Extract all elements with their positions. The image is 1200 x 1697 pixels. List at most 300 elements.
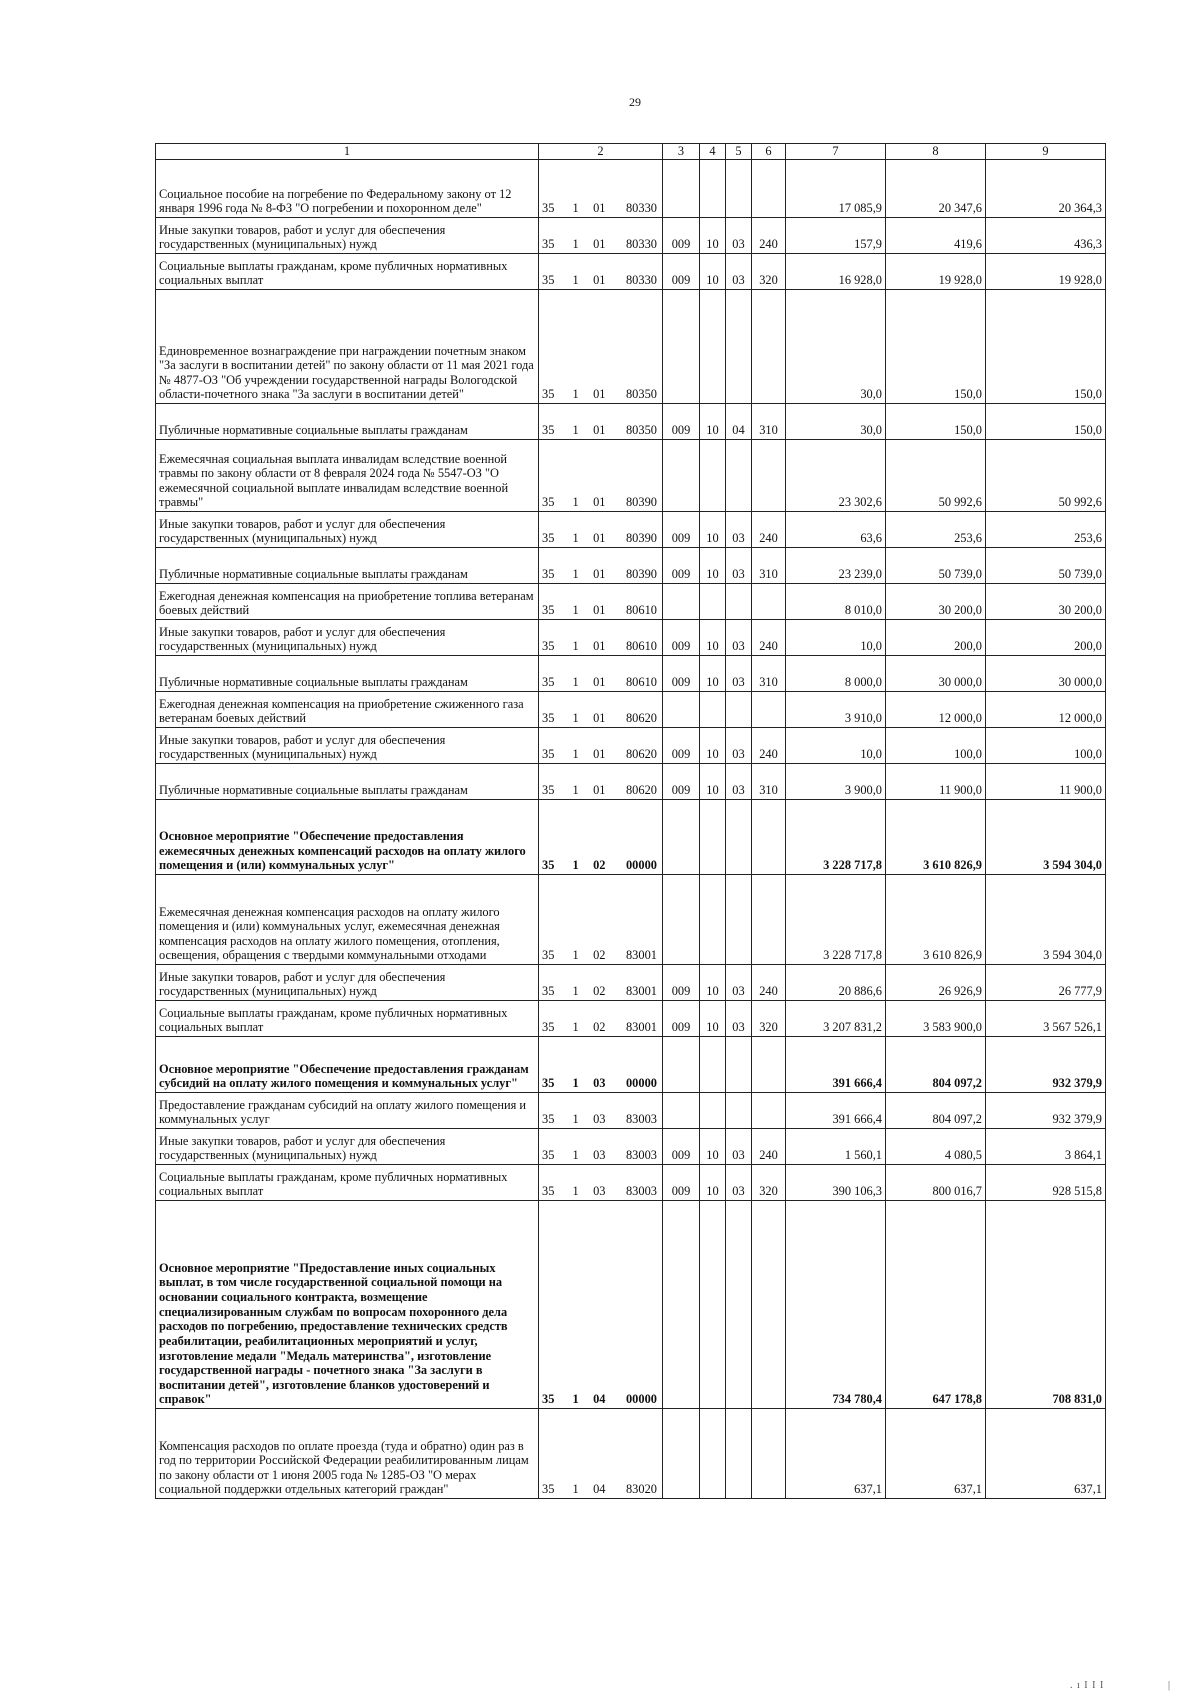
scan-mark: | (1168, 1680, 1171, 1691)
table-row (156, 656, 1106, 692)
table-row (156, 290, 1106, 404)
header-cell: 8 (886, 144, 986, 160)
row-c6-cell (752, 440, 786, 512)
classification-code (542, 273, 659, 288)
row-c5-cell (726, 160, 752, 218)
row-c5-cell (726, 1201, 752, 1409)
row-c3-cell (663, 584, 700, 620)
row-code-cell (539, 1001, 663, 1037)
row-v9-cell: 200,0 (986, 620, 1106, 656)
header-cell: 7 (786, 144, 886, 160)
row-c4-cell: 10 (700, 1001, 726, 1037)
classification-code (542, 387, 659, 402)
classification-code (542, 567, 659, 582)
classification-code (542, 1184, 659, 1199)
table-row (156, 160, 1106, 218)
header-cell: 9 (986, 144, 1106, 160)
header-cell: 5 (726, 144, 752, 160)
row-v7-cell: 20 886,6 (786, 965, 886, 1001)
row-v8-cell: 100,0 (886, 728, 986, 764)
row-v8-cell: 30 000,0 (886, 656, 986, 692)
row-v8-cell: 3 610 826,9 (886, 800, 986, 875)
row-c4-cell (700, 290, 726, 404)
row-name-cell: Публичные нормативные социальные выплаты гражданам (156, 404, 539, 440)
row-v7-cell: 16 928,0 (786, 254, 886, 290)
row-v7-cell: 23 239,0 (786, 548, 886, 584)
code-part: 35 (542, 201, 555, 216)
row-code-cell (539, 290, 663, 404)
row-code-cell (539, 800, 663, 875)
row-v9-cell: 637,1 (986, 1409, 1106, 1499)
row-c3-cell: 009 (663, 1165, 700, 1201)
row-v9-cell: 708 831,0 (986, 1201, 1106, 1409)
classification-code (542, 984, 659, 999)
page-number: 29 (629, 95, 641, 109)
code-part: 1 (572, 1020, 579, 1035)
header-cell: 6 (752, 144, 786, 160)
row-c5-cell: 03 (726, 728, 752, 764)
row-c5-cell (726, 875, 752, 965)
row-c5-cell: 04 (726, 404, 752, 440)
code-part: 1 (572, 1392, 579, 1407)
row-v7-cell: 8 010,0 (786, 584, 886, 620)
row-v7-cell: 63,6 (786, 512, 886, 548)
row-v8-cell: 647 178,8 (886, 1201, 986, 1409)
code-part: 35 (542, 639, 555, 654)
code-part: 01 (593, 675, 606, 690)
code-part: 80610 (625, 639, 657, 654)
code-part: 1 (572, 1076, 579, 1091)
row-c4-cell (700, 800, 726, 875)
row-v8-cell: 26 926,9 (886, 965, 986, 1001)
row-name-cell: Иные закупки товаров, работ и услуг для обеспечения государственных (муниципальных) нужд (156, 965, 539, 1001)
row-c6-cell (752, 1093, 786, 1129)
row-v7-cell: 3 207 831,2 (786, 1001, 886, 1037)
row-c4-cell (700, 692, 726, 728)
table-row (156, 440, 1106, 512)
row-c4-cell (700, 160, 726, 218)
row-code-cell (539, 620, 663, 656)
table-row (156, 548, 1106, 584)
row-c3-cell: 009 (663, 254, 700, 290)
row-name-cell: Основное мероприятие "Обеспечение предоставления гражданам субсидий на оплату жилого помещения и коммунальных услуг" (156, 1037, 539, 1093)
classification-code (542, 423, 659, 438)
code-part: 80610 (625, 675, 657, 690)
row-c5-cell: 03 (726, 1129, 752, 1165)
header-cell: 3 (663, 144, 700, 160)
code-part: 1 (572, 984, 579, 999)
code-part: 83003 (625, 1184, 657, 1199)
row-code-cell (539, 440, 663, 512)
row-v9-cell: 436,3 (986, 218, 1106, 254)
row-v9-cell: 30 200,0 (986, 584, 1106, 620)
row-v9-cell: 50 992,6 (986, 440, 1106, 512)
code-part: 1 (572, 1482, 579, 1497)
code-part: 80390 (625, 531, 657, 546)
row-name-cell: Ежемесячная денежная компенсация расходов на оплату жилого помещения и (или) коммунальных услуг, ежемесячная денежная компенсация расходов на оплату жилого помещения, отопления, освещения, обращения с твердыми коммунальными отходами (156, 875, 539, 965)
row-code-cell (539, 1165, 663, 1201)
row-v8-cell: 50 992,6 (886, 440, 986, 512)
classification-code (542, 858, 659, 873)
row-c6-cell: 320 (752, 1001, 786, 1037)
table-row (156, 1201, 1106, 1409)
classification-code (542, 747, 659, 762)
table-row (156, 1409, 1106, 1499)
table-row (156, 764, 1106, 800)
code-part: 35 (542, 984, 555, 999)
row-name-cell: Иные закупки товаров, работ и услуг для обеспечения государственных (муниципальных) нужд (156, 728, 539, 764)
code-part: 01 (593, 273, 606, 288)
row-c4-cell: 10 (700, 512, 726, 548)
row-name-cell: Основное мероприятие "Обеспечение предоставления ежемесячных денежных компенсаций расходов на оплату жилого помещения и (или) коммунальных услуг" (156, 800, 539, 875)
row-c5-cell: 03 (726, 1165, 752, 1201)
row-c6-cell: 240 (752, 965, 786, 1001)
code-part: 35 (542, 783, 555, 798)
row-v9-cell: 12 000,0 (986, 692, 1106, 728)
code-part: 80350 (625, 387, 657, 402)
row-c5-cell (726, 1409, 752, 1499)
code-part: 1 (572, 1112, 579, 1127)
row-code-cell (539, 692, 663, 728)
table-row (156, 254, 1106, 290)
code-part: 83001 (625, 1020, 657, 1035)
row-c4-cell: 10 (700, 548, 726, 584)
code-part: 80330 (625, 237, 657, 252)
row-v7-cell: 390 106,3 (786, 1165, 886, 1201)
row-c5-cell: 03 (726, 620, 752, 656)
row-c4-cell: 10 (700, 1165, 726, 1201)
classification-code (542, 1076, 659, 1091)
code-part: 1 (572, 1184, 579, 1199)
table-row (156, 875, 1106, 965)
code-part: 00000 (625, 858, 657, 873)
code-part: 35 (542, 237, 555, 252)
row-v7-cell: 3 910,0 (786, 692, 886, 728)
row-c4-cell: 10 (700, 764, 726, 800)
row-c5-cell (726, 800, 752, 875)
code-part: 35 (542, 747, 555, 762)
code-part: 35 (542, 675, 555, 690)
row-v7-cell: 10,0 (786, 620, 886, 656)
code-part: 83020 (625, 1482, 657, 1497)
row-c6-cell (752, 692, 786, 728)
row-c6-cell: 240 (752, 620, 786, 656)
row-c6-cell (752, 290, 786, 404)
code-part: 80620 (625, 783, 657, 798)
code-part: 80330 (625, 273, 657, 288)
row-c5-cell (726, 1037, 752, 1093)
table-row (156, 620, 1106, 656)
code-part: 1 (572, 858, 579, 873)
classification-code (542, 201, 659, 216)
code-part: 35 (542, 273, 555, 288)
row-c3-cell (663, 1037, 700, 1093)
code-part: 1 (572, 783, 579, 798)
row-c3-cell (663, 440, 700, 512)
code-part: 02 (593, 1020, 606, 1035)
code-part: 1 (572, 639, 579, 654)
code-part: 35 (542, 1112, 555, 1127)
row-v9-cell: 3 567 526,1 (986, 1001, 1106, 1037)
row-name-cell: Иные закупки товаров, работ и услуг для обеспечения государственных (муниципальных) нужд (156, 218, 539, 254)
row-v8-cell: 419,6 (886, 218, 986, 254)
code-part: 35 (542, 858, 555, 873)
row-v7-cell: 3 228 717,8 (786, 875, 886, 965)
row-c6-cell: 240 (752, 1129, 786, 1165)
code-part: 00000 (625, 1392, 657, 1407)
row-name-cell: Социальное пособие на погребение по Федеральному закону от 12 января 1996 года № 8-ФЗ "О погребении и похоронном деле" (156, 160, 539, 218)
code-part: 01 (593, 639, 606, 654)
row-c4-cell: 10 (700, 254, 726, 290)
row-v8-cell: 50 739,0 (886, 548, 986, 584)
classification-code (542, 1392, 659, 1407)
row-v7-cell: 391 666,4 (786, 1037, 886, 1093)
row-v8-cell: 150,0 (886, 290, 986, 404)
code-part: 1 (572, 675, 579, 690)
row-c4-cell (700, 1037, 726, 1093)
row-c3-cell (663, 160, 700, 218)
table-row (156, 1001, 1106, 1037)
classification-code (542, 495, 659, 510)
row-c3-cell: 009 (663, 404, 700, 440)
row-v8-cell: 20 347,6 (886, 160, 986, 218)
row-v8-cell: 800 016,7 (886, 1165, 986, 1201)
row-name-cell: Социальные выплаты гражданам, кроме публичных нормативных социальных выплат (156, 254, 539, 290)
row-v9-cell: 26 777,9 (986, 965, 1106, 1001)
row-name-cell: Ежемесячная социальная выплата инвалидам вследствие военной травмы по закону области от 8 февраля 2024 года № 5547-ОЗ "О ежемесячной социальной выплате инвалидам вследствие военной травмы" (156, 440, 539, 512)
row-c5-cell: 03 (726, 218, 752, 254)
code-part: 01 (593, 747, 606, 762)
row-c3-cell: 009 (663, 1129, 700, 1165)
row-c4-cell: 10 (700, 218, 726, 254)
classification-code (542, 675, 659, 690)
row-name-cell: Социальные выплаты гражданам, кроме публичных нормативных социальных выплат (156, 1001, 539, 1037)
classification-code (542, 1148, 659, 1163)
classification-code (542, 1482, 659, 1497)
row-name-cell: Единовременное вознаграждение при награждении почетным знаком "За заслуги в воспитании детей" по закону области от 11 мая 2021 года № 4877-ОЗ "Об учреждении государственной награды Вологодской области-почетного знака "За заслуги в воспитании детей" (156, 290, 539, 404)
table-row (156, 728, 1106, 764)
row-c6-cell: 310 (752, 656, 786, 692)
table-row (156, 1093, 1106, 1129)
row-code-cell (539, 1129, 663, 1165)
table-row (156, 1165, 1106, 1201)
code-part: 03 (593, 1076, 606, 1091)
row-c5-cell: 03 (726, 254, 752, 290)
row-v8-cell: 19 928,0 (886, 254, 986, 290)
classification-code (542, 783, 659, 798)
code-part: 1 (572, 423, 579, 438)
row-c6-cell (752, 1037, 786, 1093)
row-c3-cell (663, 1201, 700, 1409)
row-code-cell (539, 1093, 663, 1129)
row-v8-cell: 11 900,0 (886, 764, 986, 800)
scan-mark: . ı I I I (1070, 1680, 1105, 1691)
row-code-cell (539, 656, 663, 692)
classification-code (542, 1112, 659, 1127)
row-c6-cell (752, 800, 786, 875)
row-c6-cell: 320 (752, 1165, 786, 1201)
row-c4-cell (700, 584, 726, 620)
row-c3-cell (663, 1093, 700, 1129)
row-code-cell (539, 728, 663, 764)
row-c5-cell: 03 (726, 512, 752, 548)
row-c3-cell: 009 (663, 548, 700, 584)
row-code-cell (539, 875, 663, 965)
code-part: 1 (572, 237, 579, 252)
row-v7-cell: 3 228 717,8 (786, 800, 886, 875)
code-part: 35 (542, 1020, 555, 1035)
row-c3-cell: 009 (663, 764, 700, 800)
classification-code (542, 639, 659, 654)
code-part: 02 (593, 984, 606, 999)
row-v9-cell: 932 379,9 (986, 1037, 1106, 1093)
row-c3-cell: 009 (663, 512, 700, 548)
row-c6-cell: 310 (752, 404, 786, 440)
header-row (156, 144, 1106, 160)
row-v7-cell: 1 560,1 (786, 1129, 886, 1165)
table-row (156, 1037, 1106, 1093)
row-code-cell (539, 160, 663, 218)
table-row (156, 584, 1106, 620)
code-part: 1 (572, 603, 579, 618)
row-v7-cell: 637,1 (786, 1409, 886, 1499)
row-code-cell (539, 254, 663, 290)
row-name-cell: Предоставление гражданам субсидий на оплату жилого помещения и коммунальных услуг (156, 1093, 539, 1129)
header-cell: 2 (539, 144, 663, 160)
code-part: 35 (542, 1148, 555, 1163)
row-v9-cell: 20 364,3 (986, 160, 1106, 218)
row-v9-cell: 50 739,0 (986, 548, 1106, 584)
row-c6-cell (752, 1409, 786, 1499)
row-code-cell (539, 764, 663, 800)
row-c4-cell (700, 1201, 726, 1409)
code-part: 1 (572, 747, 579, 762)
table-row (156, 512, 1106, 548)
row-v9-cell: 928 515,8 (986, 1165, 1106, 1201)
row-code-cell (539, 584, 663, 620)
row-name-cell: Публичные нормативные социальные выплаты гражданам (156, 656, 539, 692)
code-part: 35 (542, 567, 555, 582)
table-row (156, 800, 1106, 875)
row-v9-cell: 3 864,1 (986, 1129, 1106, 1165)
row-c4-cell (700, 440, 726, 512)
table-row (156, 692, 1106, 728)
row-v7-cell: 30,0 (786, 290, 886, 404)
row-name-cell: Компенсация расходов по оплате проезда (туда и обратно) один раз в год по территории Российской Федерации реабилитированным лицам по закону области от 1 июня 2005 года № 1285-ОЗ "О мерах социальной поддержки отдельных категорий граждан" (156, 1409, 539, 1499)
code-part: 01 (593, 567, 606, 582)
row-name-cell: Публичные нормативные социальные выплаты гражданам (156, 764, 539, 800)
code-part: 01 (593, 423, 606, 438)
row-c5-cell (726, 692, 752, 728)
code-part: 80390 (625, 495, 657, 510)
code-part: 35 (542, 1482, 555, 1497)
row-c3-cell (663, 800, 700, 875)
row-c4-cell (700, 875, 726, 965)
code-part: 00000 (625, 1076, 657, 1091)
row-c4-cell: 10 (700, 404, 726, 440)
row-c5-cell: 03 (726, 548, 752, 584)
code-part: 03 (593, 1148, 606, 1163)
row-c6-cell: 310 (752, 548, 786, 584)
classification-code (542, 711, 659, 726)
code-part: 01 (593, 531, 606, 546)
row-name-cell: Ежегодная денежная компенсация на приобретение топлива ветеранам боевых действий (156, 584, 539, 620)
row-code-cell (539, 965, 663, 1001)
row-c3-cell: 009 (663, 965, 700, 1001)
code-part: 1 (572, 387, 579, 402)
row-v8-cell: 30 200,0 (886, 584, 986, 620)
row-c5-cell: 03 (726, 764, 752, 800)
row-code-cell (539, 218, 663, 254)
row-c3-cell (663, 875, 700, 965)
row-c6-cell: 310 (752, 764, 786, 800)
row-c3-cell: 009 (663, 656, 700, 692)
row-v7-cell: 23 302,6 (786, 440, 886, 512)
row-c5-cell: 03 (726, 965, 752, 1001)
row-code-cell (539, 1409, 663, 1499)
row-name-cell: Социальные выплаты гражданам, кроме публичных нормативных социальных выплат (156, 1165, 539, 1201)
row-c6-cell: 320 (752, 254, 786, 290)
code-part: 83001 (625, 984, 657, 999)
row-c3-cell: 009 (663, 728, 700, 764)
table-row (156, 1129, 1106, 1165)
row-name-cell: Иные закупки товаров, работ и услуг для обеспечения государственных (муниципальных) нужд (156, 620, 539, 656)
code-part: 83003 (625, 1148, 657, 1163)
row-c3-cell (663, 1409, 700, 1499)
code-part: 01 (593, 495, 606, 510)
row-v8-cell: 4 080,5 (886, 1129, 986, 1165)
row-c5-cell (726, 290, 752, 404)
code-part: 01 (593, 783, 606, 798)
code-part: 01 (593, 201, 606, 216)
row-name-cell: Иные закупки товаров, работ и услуг для обеспечения государственных (муниципальных) нужд (156, 1129, 539, 1165)
row-v8-cell: 200,0 (886, 620, 986, 656)
code-part: 1 (572, 201, 579, 216)
code-part: 35 (542, 948, 555, 963)
row-v9-cell: 150,0 (986, 290, 1106, 404)
row-v8-cell: 12 000,0 (886, 692, 986, 728)
row-name-cell: Иные закупки товаров, работ и услуг для обеспечения государственных (муниципальных) нужд (156, 512, 539, 548)
row-v7-cell: 10,0 (786, 728, 886, 764)
row-v9-cell: 11 900,0 (986, 764, 1106, 800)
code-part: 01 (593, 711, 606, 726)
row-name-cell: Публичные нормативные социальные выплаты гражданам (156, 548, 539, 584)
code-part: 35 (542, 423, 555, 438)
row-v7-cell: 17 085,9 (786, 160, 886, 218)
row-c4-cell (700, 1093, 726, 1129)
row-c4-cell: 10 (700, 620, 726, 656)
row-c4-cell: 10 (700, 965, 726, 1001)
table-row (156, 965, 1106, 1001)
row-c5-cell (726, 1093, 752, 1129)
row-c5-cell: 03 (726, 1001, 752, 1037)
row-v8-cell: 253,6 (886, 512, 986, 548)
row-v9-cell: 932 379,9 (986, 1093, 1106, 1129)
budget-table (155, 143, 1106, 1499)
code-part: 1 (572, 948, 579, 963)
row-code-cell (539, 1201, 663, 1409)
row-c3-cell: 009 (663, 1001, 700, 1037)
row-v7-cell: 3 900,0 (786, 764, 886, 800)
code-part: 1 (572, 531, 579, 546)
row-v9-cell: 19 928,0 (986, 254, 1106, 290)
row-code-cell (539, 1037, 663, 1093)
classification-code (542, 531, 659, 546)
row-code-cell (539, 512, 663, 548)
row-v9-cell: 253,6 (986, 512, 1106, 548)
code-part: 35 (542, 1392, 555, 1407)
row-v8-cell: 3 583 900,0 (886, 1001, 986, 1037)
